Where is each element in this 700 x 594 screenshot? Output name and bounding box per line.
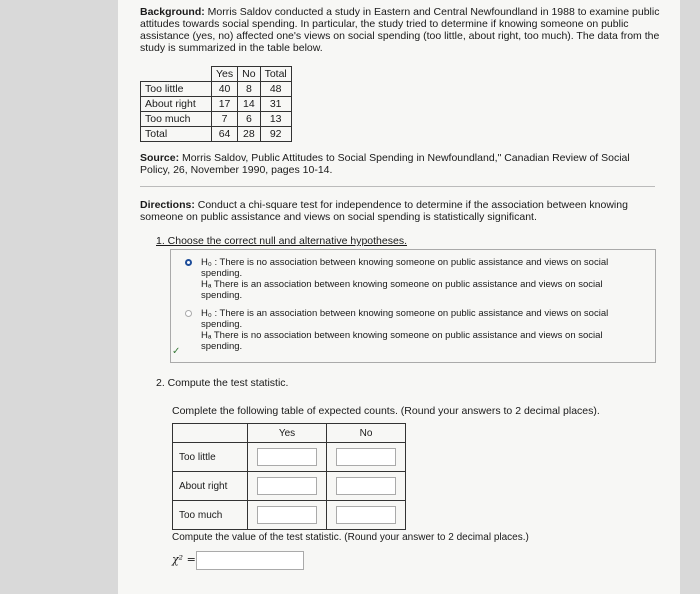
choice-1-ha: Hₐ There is an association between knowing someone on public assistance and views on social spending.	[201, 279, 603, 301]
table-corner	[141, 67, 212, 82]
radio-selected-icon[interactable]	[185, 259, 192, 266]
cell	[327, 443, 406, 472]
data-table	[140, 66, 292, 142]
cell-no: 28	[238, 127, 260, 142]
source-label: Source:	[140, 152, 180, 164]
directions-paragraph	[140, 199, 640, 223]
test-statistic-instruction: Compute the value of the test statistic. (Round your answer to 2 decimal places.)	[172, 532, 529, 543]
row-label: Total	[141, 127, 212, 142]
table-row	[173, 501, 406, 530]
cell	[248, 443, 327, 472]
directions-text: Conduct a chi-square test for independence to determine if the association between knowing someone on public assistance and views on social spending is statistically significant.	[140, 199, 628, 223]
expected-about-right-no-input[interactable]	[336, 477, 396, 495]
header-total: Total	[260, 67, 291, 82]
question-1-title: 1. Choose the correct null and alternative hypotheses.	[156, 235, 407, 247]
table-row	[173, 443, 406, 472]
radio-unselected-icon[interactable]	[185, 310, 192, 317]
cell-yes: 17	[212, 97, 238, 112]
choice-2-h0: H₀ : There is an association between knowing someone on public assistance and views on social spending.	[201, 308, 609, 330]
choice-2-ha: Hₐ There is no association between knowing someone on public assistance and views on social spending.	[201, 330, 603, 352]
expected-about-right-yes-input[interactable]	[257, 477, 317, 495]
cell-total: 31	[260, 97, 291, 112]
row-label: Too much	[173, 501, 248, 530]
table-header-row	[141, 67, 292, 82]
cell-no: 6	[238, 112, 260, 127]
expected-too-little-no-input[interactable]	[336, 448, 396, 466]
cell-total: 92	[260, 127, 291, 142]
chi-square-input[interactable]	[196, 551, 304, 570]
header-yes: Yes	[212, 67, 238, 82]
question-2-title: 2. Compute the test statistic.	[156, 377, 289, 389]
row-label: Too little	[173, 443, 248, 472]
header-no: No	[327, 424, 406, 443]
table-row	[141, 82, 292, 97]
cell-total: 13	[260, 112, 291, 127]
check-icon: ✓	[172, 346, 181, 357]
cell-no: 14	[238, 97, 260, 112]
background-label: Background:	[140, 6, 205, 18]
row-label: About right	[173, 472, 248, 501]
directions-label: Directions:	[140, 199, 195, 211]
cell-total: 48	[260, 82, 291, 97]
source-citation	[140, 152, 660, 176]
background-paragraph	[140, 6, 660, 54]
header-no: No	[238, 67, 260, 82]
divider	[140, 186, 655, 187]
table-corner	[173, 424, 248, 443]
cell-yes: 7	[212, 112, 238, 127]
expected-too-little-yes-input[interactable]	[257, 448, 317, 466]
hypotheses-choices	[170, 249, 656, 363]
cell	[248, 472, 327, 501]
table-row	[141, 127, 292, 142]
expected-too-much-no-input[interactable]	[336, 506, 396, 524]
cell-yes: 40	[212, 82, 238, 97]
choice-option-2[interactable]	[185, 308, 645, 352]
table-row	[141, 97, 292, 112]
source-text: Morris Saldov, Public Attitudes to Social Spending in Newfoundland," Canadian Review of Social Policy, 26, November 1990, pages 10-14.	[140, 152, 630, 176]
expected-counts-table	[172, 423, 406, 530]
row-label: Too much	[141, 112, 212, 127]
cell	[248, 501, 327, 530]
chi-square-label: χ² =	[172, 553, 196, 566]
cell-no: 8	[238, 82, 260, 97]
table-row	[173, 472, 406, 501]
background-text: Morris Saldov conducted a study in Eastern and Central Newfoundland in 1988 to examine public attitudes towards social spending. In particular, the study tried to determine if knowing someone on public assistance (yes, no) affected one's views on social spending (too little, about right, too much). The data from the study is summarized in the table below.	[140, 6, 660, 54]
choice-option-1[interactable]	[185, 257, 645, 301]
cell	[327, 472, 406, 501]
row-label: About right	[141, 97, 212, 112]
expected-too-much-yes-input[interactable]	[257, 506, 317, 524]
header-yes: Yes	[248, 424, 327, 443]
cell	[327, 501, 406, 530]
table-row	[141, 112, 292, 127]
expected-counts-instruction: Complete the following table of expected counts. (Round your answers to 2 decimal places).	[172, 405, 600, 417]
row-label: Too little	[141, 82, 212, 97]
choice-1-h0: H₀ : There is no association between knowing someone on public assistance and views on social spending.	[201, 257, 609, 279]
cell-yes: 64	[212, 127, 238, 142]
table-header-row	[173, 424, 406, 443]
